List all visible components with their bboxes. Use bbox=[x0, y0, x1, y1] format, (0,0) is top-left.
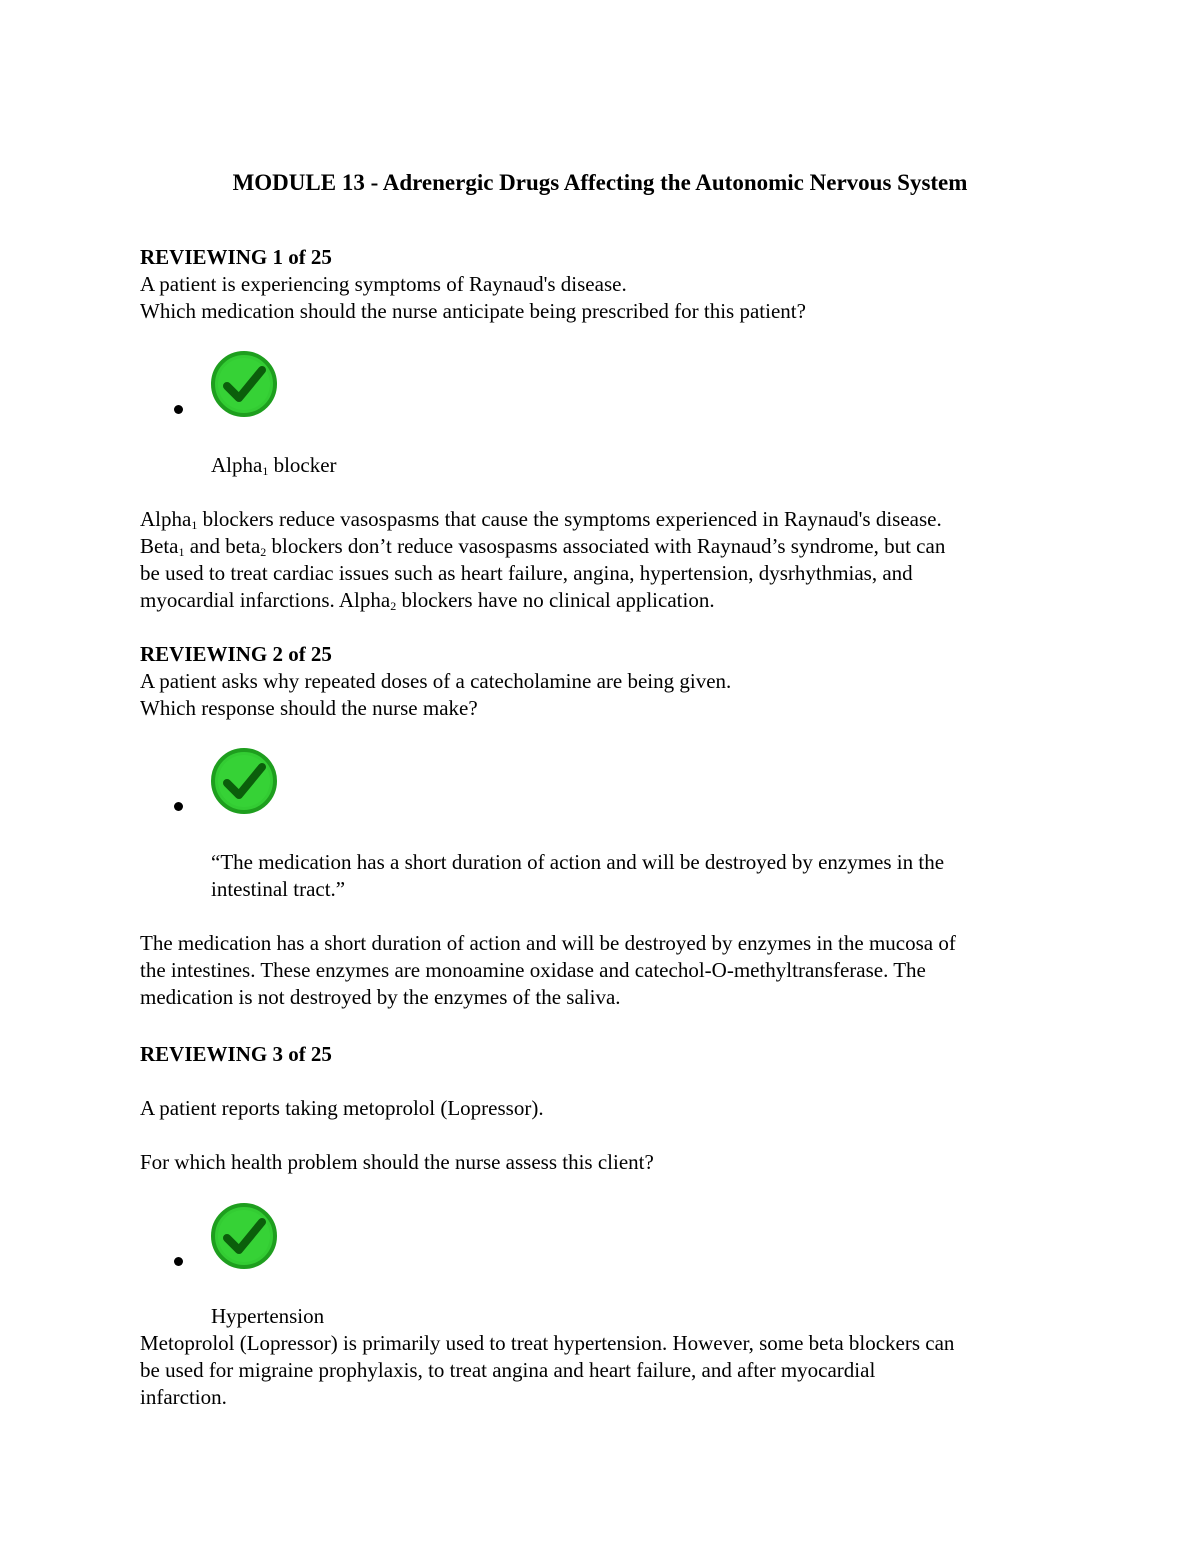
answer-text: Hypertension bbox=[211, 1304, 325, 1328]
rationale-line: infarction. bbox=[140, 1385, 227, 1409]
check-circle-icon bbox=[210, 747, 278, 815]
rationale-line: Metoprolol (Lopressor) is primarily used to treat hypertension. However, some beta blockers can bbox=[140, 1331, 955, 1355]
bullet-dot bbox=[174, 405, 183, 414]
rationale bbox=[140, 930, 1070, 1011]
answer-text bbox=[211, 849, 1071, 903]
question-3 bbox=[140, 1041, 1070, 1176]
answer-text: Alpha$_1$ blocker bbox=[211, 453, 337, 478]
question-heading: REVIEWING 1 of 25 bbox=[140, 245, 332, 269]
question-text: For which health problem should the nurse assess this client? bbox=[140, 1150, 654, 1174]
bullet-dot bbox=[174, 802, 183, 811]
rationale-line: medication is not destroyed by the enzymes of the saliva. bbox=[140, 985, 621, 1009]
bullet-dot bbox=[174, 1257, 183, 1266]
rationale-line: the intestines. These enzymes are monoamine oxidase and catechol-O-methyltransferase. The bbox=[140, 958, 926, 982]
rationale-line: Beta$_1$ and beta$_2$ blockers don’t reduce vasospasms associated with Raynaud’s syndrome, but can bbox=[140, 534, 946, 559]
rationale bbox=[140, 506, 1070, 614]
check-circle-icon bbox=[210, 1202, 278, 1270]
rationale-line: The medication has a short duration of action and will be destroyed by enzymes in the mucosa of bbox=[140, 931, 956, 955]
question-heading: REVIEWING 3 of 25 bbox=[140, 1042, 332, 1066]
question-text: A patient reports taking metoprolol (Lopressor). bbox=[140, 1096, 544, 1120]
question-text: Which medication should the nurse anticipate being prescribed for this patient? bbox=[140, 299, 806, 323]
question-1 bbox=[140, 244, 1070, 325]
check-circle-icon bbox=[210, 350, 278, 418]
rationale bbox=[140, 1330, 1070, 1411]
answer-line: intestinal tract.” bbox=[211, 877, 346, 901]
rationale-line: be used to treat cardiac issues such as heart failure, angina, hypertension, dysrhythmias, and bbox=[140, 561, 913, 585]
rationale-line: Alpha$_1$ blockers reduce vasospasms that cause the symptoms experienced in Raynaud's disease. bbox=[140, 507, 942, 532]
question-heading: REVIEWING 2 of 25 bbox=[140, 642, 332, 666]
answer-line: “The medication has a short duration of action and will be destroyed by enzymes in the bbox=[211, 850, 945, 874]
question-text: A patient asks why repeated doses of a catecholamine are being given. bbox=[140, 669, 732, 693]
page-title: MODULE 13 - Adrenergic Drugs Affecting the Autonomic Nervous System bbox=[232, 170, 968, 195]
spacer bbox=[140, 1122, 1070, 1149]
question-text: A patient is experiencing symptoms of Raynaud's disease. bbox=[140, 272, 627, 296]
rationale-line: myocardial infarctions. Alpha$_2$ blockers have no clinical application. bbox=[140, 588, 715, 613]
question-2 bbox=[140, 641, 1070, 722]
spacer bbox=[140, 1068, 1070, 1095]
rationale-line: be used for migraine prophylaxis, to treat angina and heart failure, and after myocardial bbox=[140, 1358, 876, 1382]
question-text: Which response should the nurse make? bbox=[140, 696, 478, 720]
